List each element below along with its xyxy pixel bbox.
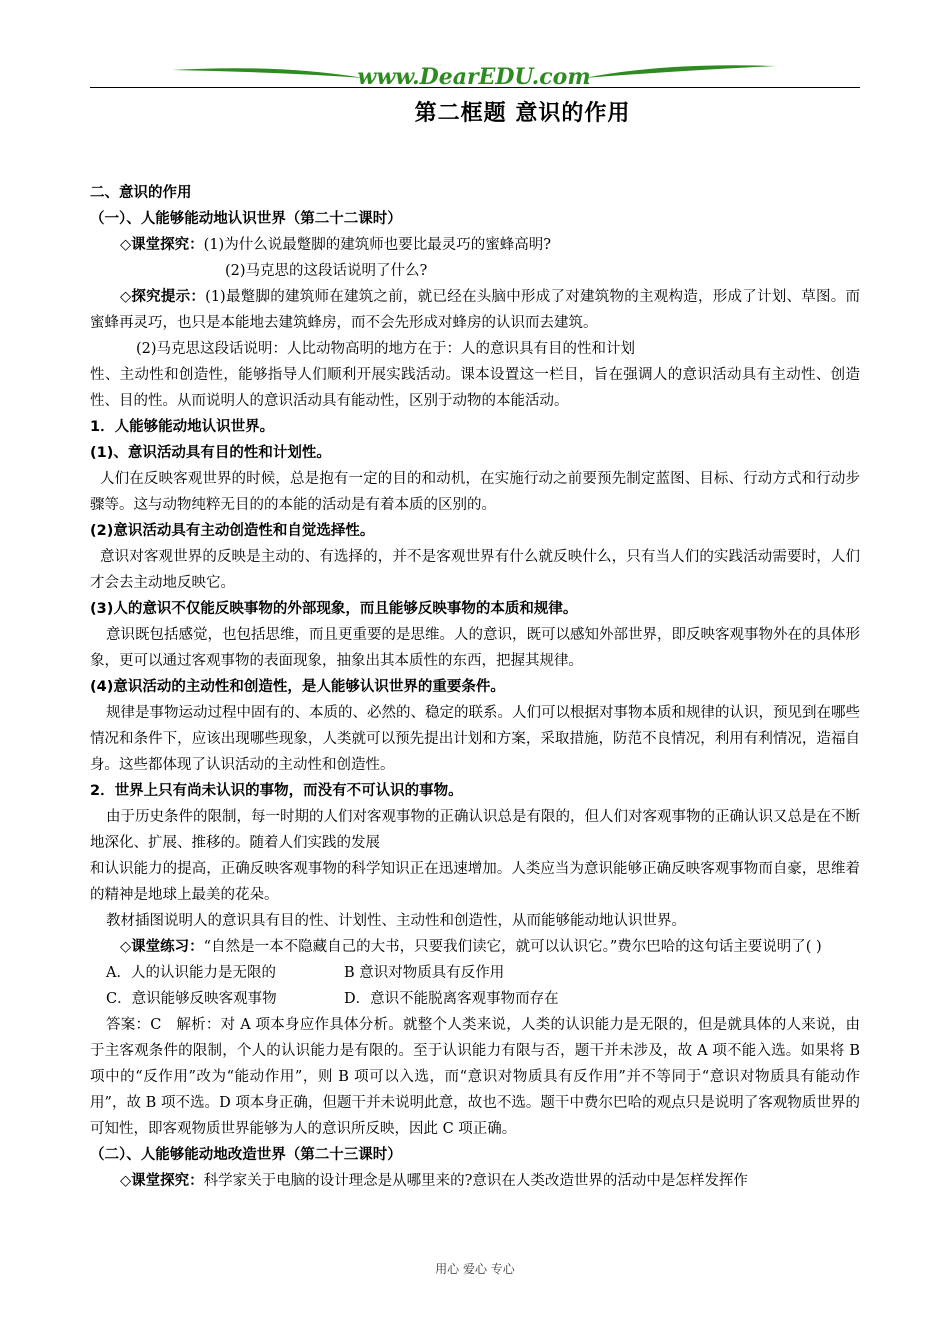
point-paragraph-2b: 和认识能力的提高，正确反映客观事物的科学知识正在迅速增加。人类应当为意识能够正确反映客观事物而自豪，思维着的精神是地球上最美的花朵。 [90, 861, 860, 903]
page-footer: 用心 爱心 专心 [435, 1262, 515, 1276]
subsection-heading: （一）、人能够能动地认识世界（第二十二课时） [90, 211, 402, 227]
explore2-text: 科学家关于电脑的设计理念是从哪里来的?意识在人类改造世界的活动中是怎样发挥作 [203, 1173, 748, 1189]
explore-question-2: (2)马克思的这段话说明了什么? [225, 263, 428, 279]
subpoint-heading-1: (1)、意识活动具有目的性和计划性。 [90, 445, 331, 461]
exercise-question-text: “自然是一本不隐藏自己的大书，只要我们读它，就可以认识它。”费尔巴哈的这句话主要说明了( ) [203, 939, 822, 955]
section-heading: 二、意识的作用 [90, 185, 192, 201]
answer-paragraph: 答案：C 解析：对 A 项本身应作具体分析。就整个人类来说，人类的认识能力是无限的，但是就具体的人来说，由于主客观条件的限制，个人的认识能力是有限的。至于认识能力有限与否，题干并未涉及，故 A 项不能入选。如果将 B 项中的“反作用”改为“能动作用”，则 B 项可以入选，而“意识对物质具有反作用”并不等同于“意识对物质具有能动作用”，故 B 项不选。D 项本身正确，但题干并未说明此意，故也不选。题干中费尔巴哈的观点只是说明了客观物质世界的可知性，即客观物质世界能够为人的意识所反映，因此 C 项正确。 [90, 1017, 860, 1137]
hint-paragraph-2b: 性、主动性和创造性，能够指导人们顺利开展实践活动。课本设置这一栏目，旨在强调人的意识活动具有主动性、创造性、目的性。从而说明人的意识活动具有能动性，区别于动物的本能活动。 [90, 367, 860, 409]
option-c: C．意识能够反映客观事物 [106, 991, 277, 1007]
point-heading-1: 1．人能够能动地认识世界。 [90, 419, 275, 435]
subpoint-paragraph-2: 意识对客观世界的反映是主动的、有选择的，并不是客观世界有什么就反映什么，只有当人们的实践活动需要时，人们才会去主动地反映它。 [90, 549, 860, 591]
subpoint-heading-3: (3)人的意识不仅能反映事物的外部现象，而且能够反映事物的本质和规律。 [90, 601, 578, 617]
explore-q1-text: (1)为什么说最蹩脚的建筑师也要比最灵巧的蜜蜂高明? [203, 237, 551, 253]
document-body [90, 180, 860, 1194]
subpoint-heading-4: (4)意识活动的主动性和创造性，是人能够认识世界的重要条件。 [90, 679, 505, 695]
exercise-question [90, 934, 860, 960]
subpoint-paragraph-3: 意识既包括感觉，也包括思维，而且更重要的是思维。人的意识，既可以感知外部世界，即反映客观事物外在的具体形象，更可以通过客观事物的表面现象，抽象出其本质性的东西，把握其规律。 [90, 627, 860, 669]
point-heading-2: 2．世界上只有尚未认识的事物，而没有不可认识的事物。 [90, 783, 463, 799]
explore-label: ◇课堂探究： [120, 237, 204, 253]
subpoint-paragraph-1: 人们在反映客观世界的时候，总是抱有一定的目的和动机，在实施行动之前要预先制定蓝图、目标、行动方式和行动步骤等。这与动物纯粹无目的的本能的活动是有着本质的区别的。 [90, 471, 860, 513]
explore2-label: ◇课堂探究： [120, 1173, 204, 1189]
hint-label: ◇探究提示： [120, 289, 206, 305]
explore2-paragraph [90, 1168, 860, 1194]
option-b: B 意识对物质具有反作用 [344, 965, 505, 981]
point-paragraph-2a: 由于历史条件的限制，每一时期的人们对客观事物的正确认识总是有限的，但人们对客观事物的正确认识又总是在不断地深化、扩展、推移的。随着人们实践的发展 [90, 809, 860, 851]
subsection-heading-2: （二）、人能够能动地改造世界（第二十三课时） [90, 1147, 402, 1163]
hint-1-text: (1)最蹩脚的建筑师在建筑之前，就已经在头脑中形成了对建筑物的主观构造，形成了计划、草图。而蜜蜂再灵巧，也只是本能地去建筑蜂房，而不会先形成对蜂房的认识而去建筑。 [90, 289, 860, 331]
header-divider [90, 87, 860, 88]
point-paragraph-2c: 教材插图说明人的意识具有目的性、计划性、主动性和创造性，从而能够能动地认识世界。 [106, 913, 686, 929]
exercise-label: ◇课堂练习： [120, 939, 204, 955]
explore-question-1 [90, 232, 860, 258]
options-row-1 [90, 960, 860, 986]
subpoint-paragraph-4: 规律是事物运动过程中固有的、本质的、必然的、稳定的联系。人们可以根据对事物本质和规律的认识，预见到在哪些情况和条件下，应该出现哪些现象，人类就可以预先提出计划和方案，采取措施，防范不良情况，利用有利情况，造福自身。这些都体现了认识活动的主动性和创造性。 [90, 705, 860, 773]
subpoint-heading-2: (2)意识活动具有主动创造性和自觉选择性。 [90, 523, 375, 539]
option-a: A．人的认识能力是无限的 [106, 965, 276, 981]
options-row-2 [90, 986, 860, 1012]
page-title: 第二框题 意识的作用 [414, 101, 631, 126]
site-logo-text: www.DearEDU.com [357, 64, 591, 90]
hint-paragraph-2a: (2)马克思这段话说明：人比动物高明的地方在于：人的意识具有目的性和计划 [136, 341, 636, 357]
site-logo [168, 58, 780, 94]
hint-paragraph-1 [90, 284, 860, 336]
option-d: D．意识不能脱离客观事物而存在 [344, 991, 559, 1007]
